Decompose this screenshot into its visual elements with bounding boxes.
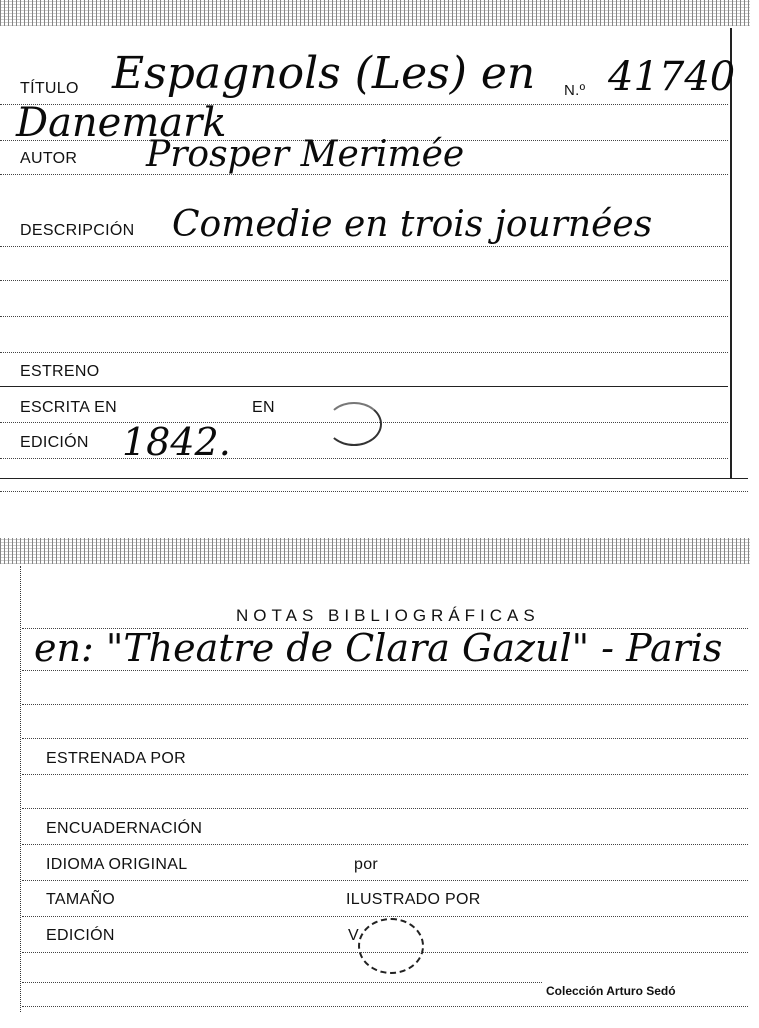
encuadernacion-rule [22,844,748,845]
descripcion-label: DESCRIPCIÓN [20,222,135,239]
descripcion-rule-4 [0,352,728,353]
idioma-rule [22,880,748,881]
por-label: por [354,856,379,873]
edicion-value: 1842. [122,420,231,464]
titulo-label: TÍTULO [20,80,79,97]
numero-label: N.º [564,82,586,99]
tamano-rule [22,916,748,917]
autor-value: Prosper Merimée [146,134,465,175]
idioma-original-label: IDIOMA ORIGINAL [46,856,188,873]
estreno-label: ESTRENO [20,363,100,380]
edicion-back-label: EDICIÓN [46,927,115,944]
ilustrado-por-label: ILUSTRADO POR [346,891,481,908]
catalog-card-back [0,538,750,1018]
scan-noise-middle [0,538,750,564]
bottom-rule-2 [22,1006,748,1007]
notas-rule-3 [22,738,748,739]
circular-stamp [326,402,382,446]
titulo-value-line1: Espagnols (Les) en [112,48,536,99]
estrenada-por-label: ESTRENADA POR [46,750,186,767]
edicion-back-rule [22,952,748,953]
autor-label: AUTOR [20,150,78,167]
card-left-border [20,566,21,1012]
notas-rule-1 [22,670,748,671]
catalog-card-front [0,0,750,495]
edicion-label: EDICIÓN [20,434,89,451]
notas-title: NOTAS BIBLIOGRÁFICAS [236,606,540,625]
autor-rule [0,174,728,175]
titulo-value-line2: Danemark [16,100,227,146]
encuadernacion-label: ENCUADERNACIÓN [46,820,203,837]
en-label: EN [252,399,275,416]
notas-rule-2 [22,704,748,705]
tamano-label: TAMAÑO [46,891,116,908]
circular-stamp-back [358,918,424,974]
v-label: V [348,927,359,944]
estrenada-rule-2 [22,808,748,809]
numero-value: 41740 [608,54,736,100]
notas-value: en: "Theatre de Clara Gazul" - Paris [34,626,723,670]
scan-noise-top [0,0,750,26]
bottom-rule [22,982,542,983]
descripcion-rule-3 [0,316,728,317]
descripcion-value: Comedie en trois journées [172,204,653,245]
estreno-rule [0,386,728,387]
descripcion-rule-2 [0,280,728,281]
card-bottom-rule [0,478,748,479]
escrita-en-label: ESCRITA EN [20,399,117,416]
estrenada-rule-1 [22,774,748,775]
descripcion-rule-1 [0,246,728,247]
card-bottom-dotted [0,491,748,492]
edicion-rule [0,458,728,459]
collection-credit: Colección Arturo Sedó [546,984,676,998]
